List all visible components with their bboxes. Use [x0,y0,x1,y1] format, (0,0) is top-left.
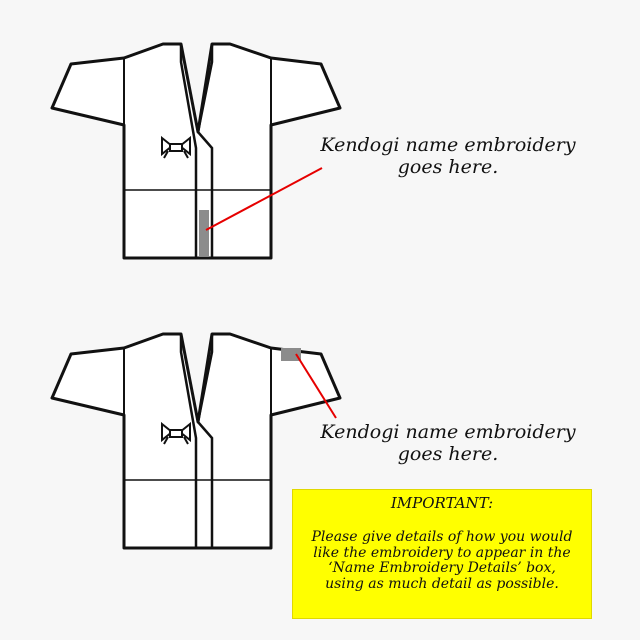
embroidery-patch [199,210,209,256]
caption-line: Kendogi name embroidery [320,421,576,443]
embroidery-caption-sleeve [298,421,598,465]
caption-line: goes here. [397,156,499,178]
caption-line: goes here. [397,443,499,465]
embroidery-caption-front [298,134,598,178]
important-notice-box [292,489,592,619]
notice-title: IMPORTANT: [390,494,494,512]
kendogi-jacket-front-view [52,44,340,258]
caption-line: Kendogi name embroidery [320,134,576,156]
notice-body: Please give details of how you would like the embroidery to appear in the ‘Name Embroidery Details’ box, using as much detail as possible. [311,529,573,592]
